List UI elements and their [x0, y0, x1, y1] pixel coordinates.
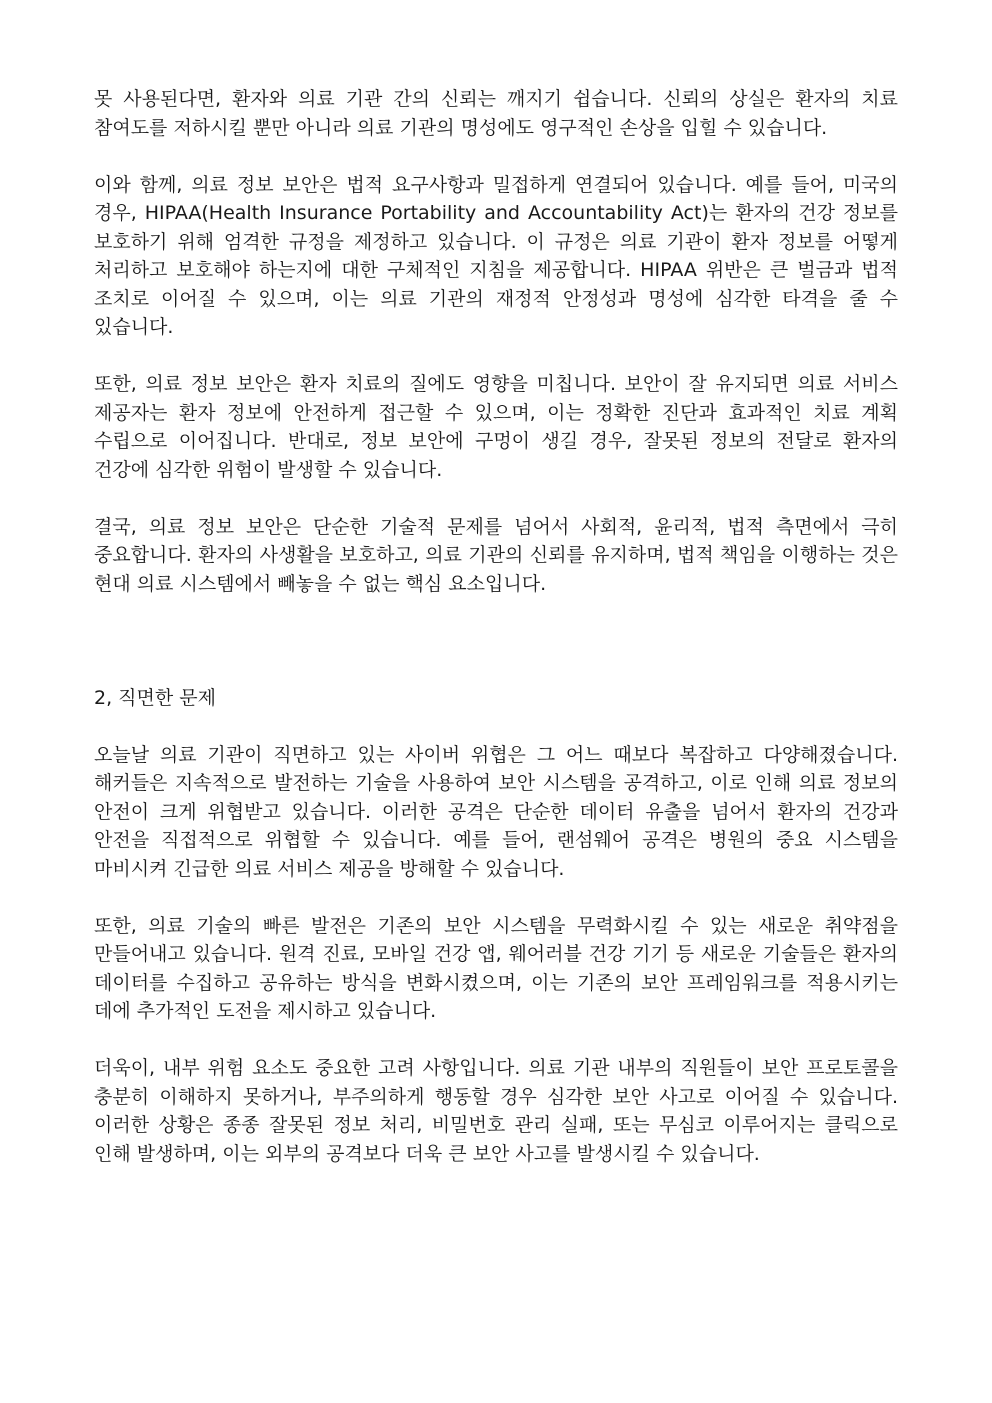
paragraph-internal-risks: 더욱이, 내부 위험 요소도 중요한 고려 사항입니다. 의료 기관 내부의 직원들이 보안 프로토콜을 충분히 이해하지 못하거나, 부주의하게 행동할 경우 심각한 보안 사고로 이어질 수 있습니다. 이러한 상황은 종종 잘못된 정보 처리, 비밀번호 관리 실패, 또는 무심코 이루어지는 클릭으로 인해 발생하며, 이는 외부의 공격보다 더욱 큰 보안 사고를 발생시킬 수 있습니다. [94, 1057, 898, 1165]
paragraph-care-quality: 또한, 의료 정보 보안은 환자 치료의 질에도 영향을 미칩니다. 보안이 잘 유지되면 의료 서비스 제공자는 환자 정보에 안전하게 접근할 수 있으며, 이는 정확한 진단과 효과적인 치료 계획 수립으로 이어집니다. 반대로, 정보 보안에 구멍이 생길 경우, 잘못된 정보의 전달로 환자의 건강에 심각한 위험이 발생할 수 있습니다. [94, 373, 898, 481]
paragraph-legal-requirements: 이와 함께, 의료 정보 보안은 법적 요구사항과 밀접하게 연결되어 있습니다. 예를 들어, 미국의 경우, HIPAA(Health Insurance Portability and Accountability Act)는 환자의 건강 정보를 보호하기 위해 엄격한 규정을 제정하고 있습니다. 이 규정은 의료 기관이 환자 정보를 어떻게 처리하고 보호해야 하는지에 대한 구체적인 지침을 제공합니다. HIPAA 위반은 큰 벌금과 법적 조치로 이어질 수 있으며, 이는 의료 기관의 재정적 안정성과 명성에 심각한 타격을 줄 수 있습니다. [94, 173, 898, 338]
document-page [94, 85, 898, 1197]
paragraph-new-vulnerabilities: 또한, 의료 기술의 빠른 발전은 기존의 보안 시스템을 무력화시킬 수 있는 새로운 취약점을 만들어내고 있습니다. 원격 진료, 모바일 건강 앱, 웨어러블 건강 기기 등 새로운 기술들은 환자의 데이터를 수집하고 공유하는 방식을 변화시켰으며, 이는 기존의 보안 프레임워크를 적용시키는 데에 추가적인 도전을 제시하고 있습니다. [94, 914, 898, 1022]
paragraph-cyber-threats: 오늘날 의료 기관이 직면하고 있는 사이버 위협은 그 어느 때보다 복잡하고 다양해졌습니다. 해커들은 지속적으로 발전하는 기술을 사용하여 보안 시스템을 공격하고, 이로 인해 의료 정보의 안전이 크게 위협받고 있습니다. 이러한 공격은 단순한 데이터 유출을 넘어서 환자의 건강과 안전을 직접적으로 위협할 수 있습니다. 예를 들어, 랜섬웨어 공격은 병원의 중요 시스템을 마비시켜 긴급한 의료 서비스 제공을 방해할 수 있습니다. [94, 743, 898, 880]
paragraph-trust-loss: 못 사용된다면, 환자와 의료 기관 간의 신뢰는 깨지기 쉽습니다. 신뢰의 상실은 환자의 치료 참여도를 저하시킬 뿐만 아니라 의료 기관의 명성에도 영구적인 손상을 입힐 수 있습니다. [94, 88, 898, 139]
section-heading: 2, 직면한 문제 [94, 686, 216, 709]
paragraph-conclusion: 결국, 의료 정보 보안은 단순한 기술적 문제를 넘어서 사회적, 윤리적, 법적 측면에서 극히 중요합니다. 환자의 사생활을 보호하고, 의료 기관의 신뢰를 유지하며, 법적 책임을 이행하는 것은 현대 의료 시스템에서 빼놓을 수 없는 핵심 요소입니다. [94, 515, 898, 595]
